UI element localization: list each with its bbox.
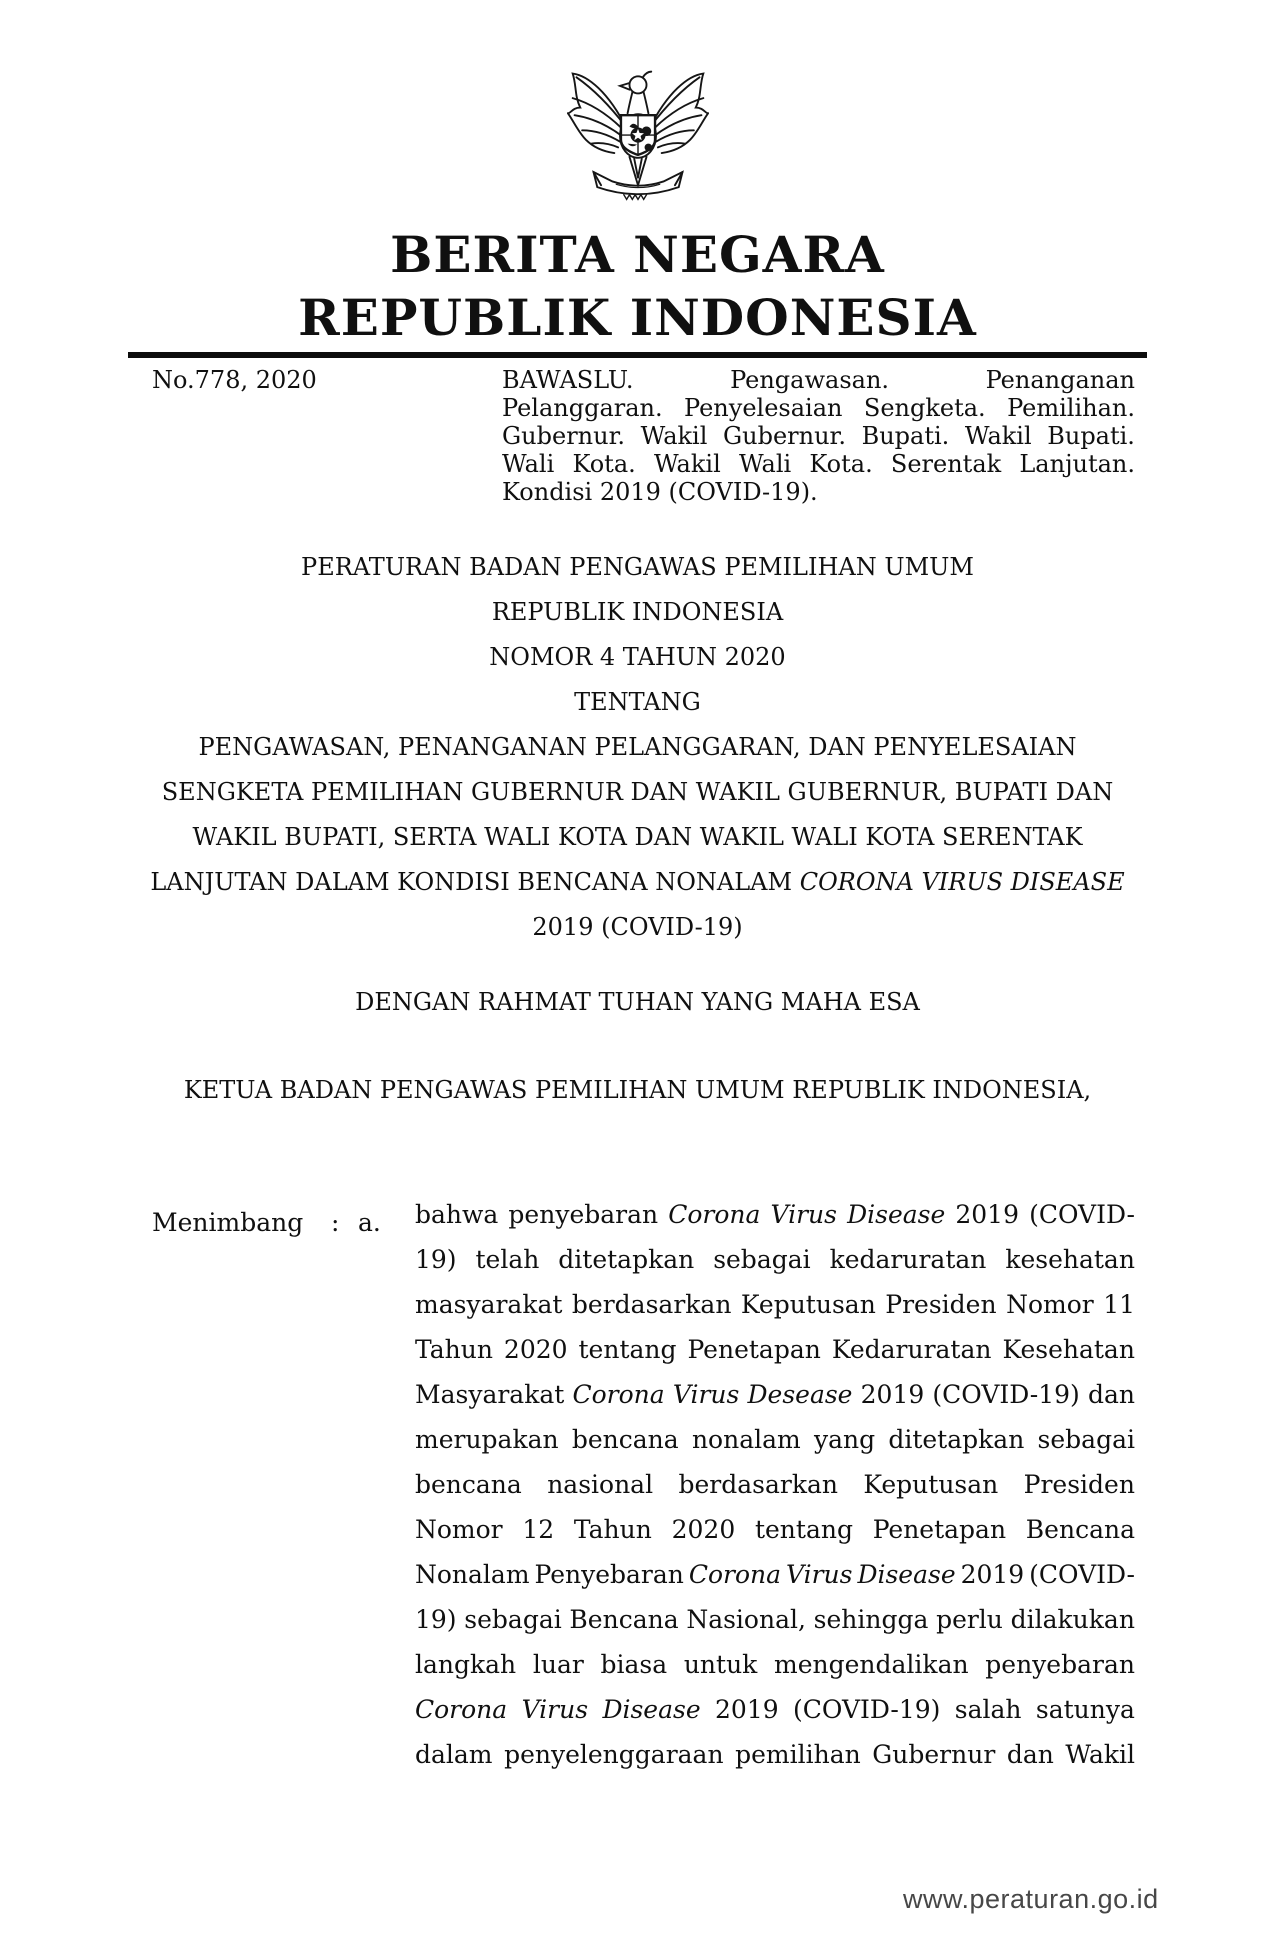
regulation-title-block xyxy=(128,545,1147,950)
text-line: masyarakat berdasarkan Keputusan Presiden Nomor 11 xyxy=(415,1290,1135,1319)
text-line: Wali Kota. Wakil Wali Kota. Serentak Lanjutan. xyxy=(502,450,1135,478)
text-line: PERATURAN BADAN PENGAWAS PEMILIHAN UMUM xyxy=(301,553,974,581)
text-line: TENTANG xyxy=(574,688,701,716)
text-line: SENGKETA PEMILIHAN GUBERNUR DAN WAKIL GUBERNUR, BUPATI DAN xyxy=(161,778,1114,806)
considerations-body xyxy=(415,1200,1135,1785)
text-line: dalam penyelenggaraan pemilihan Gubernur dan Wakil xyxy=(415,1740,1135,1769)
considerations-label: Menimbang xyxy=(152,1208,304,1237)
gazette-meta-row xyxy=(152,366,1135,506)
text-line: REPUBLIK INDONESIA xyxy=(491,598,784,626)
text-line: 19) telah ditetapkan sebagai kedaruratan kesehatan xyxy=(415,1245,1135,1274)
considerations-colon: : xyxy=(331,1208,340,1237)
text-line: PENGAWASAN, PENANGANAN PELANGGARAN, DAN PENYELESAIAN xyxy=(198,733,1077,761)
invocation-line: DENGAN RAHMAT TUHAN YANG MAHA ESA xyxy=(355,988,920,1016)
considerations-item-label: a. xyxy=(358,1208,381,1237)
gazette-number: No.778, 2020 xyxy=(152,366,317,394)
text-line: LANJUTAN DALAM KONDISI BENCANA NONALAM CORONA VIRUS DISEASE xyxy=(150,868,1125,896)
text-line: langkah luar biasa untuk mengendalikan penyebaran xyxy=(415,1650,1135,1679)
text-line: Masyarakat Corona Virus Desease 2019 (COVID-19) dan xyxy=(415,1380,1135,1409)
text-line: bencana nasional berdasarkan Keputusan Presiden xyxy=(415,1470,1135,1499)
text-line: Nonalam Penyebaran Corona Virus Disease 2019 (COVID- xyxy=(415,1560,1135,1589)
text-line: Tahun 2020 tentang Penetapan Kedaruratan Kesehatan xyxy=(415,1335,1135,1364)
considerations-section xyxy=(152,1200,1135,1785)
text-line: 19) sebagai Bencana Nasional, sehingga perlu dilakukan xyxy=(415,1605,1135,1634)
text-line: WAKIL BUPATI, SERTA WALI KOTA DAN WAKIL WALI KOTA SERENTAK xyxy=(192,823,1083,851)
garuda-pancasila-emblem xyxy=(567,58,709,214)
text-line: Gubernur. Wakil Gubernur. Bupati. Wakil Bupati. xyxy=(502,422,1135,450)
text-line: BAWASLU. Pengawasan. Penanganan xyxy=(502,366,1135,394)
gazette-masthead-line-1: BERITA NEGARA xyxy=(390,225,885,284)
gazette-masthead-line-2: REPUBLIK INDONESIA xyxy=(298,288,977,347)
text-line: 2019 (COVID-19) xyxy=(532,913,743,941)
text-line: merupakan bencana nonalam yang ditetapkan sebagai xyxy=(415,1425,1135,1454)
masthead-rule xyxy=(128,352,1147,358)
text-line: Corona Virus Disease 2019 (COVID-19) salah satunya xyxy=(415,1695,1135,1724)
issuer-line: KETUA BADAN PENGAWAS PEMILIHAN UMUM REPUBLIK INDONESIA, xyxy=(183,1076,1092,1104)
gazette-abstract xyxy=(502,366,1135,506)
text-line: Pelanggaran. Penyelesaian Sengketa. Pemilihan. xyxy=(502,394,1135,422)
text-line: Kondisi 2019 (COVID-19). xyxy=(502,478,818,506)
text-line: Nomor 12 Tahun 2020 tentang Penetapan Bencana xyxy=(415,1515,1135,1544)
source-website-watermark: www.peraturan.go.id xyxy=(903,1884,1159,1914)
text-line: bahwa penyebaran Corona Virus Disease 2019 (COVID- xyxy=(415,1200,1135,1229)
text-line: NOMOR 4 TAHUN 2020 xyxy=(489,643,786,671)
